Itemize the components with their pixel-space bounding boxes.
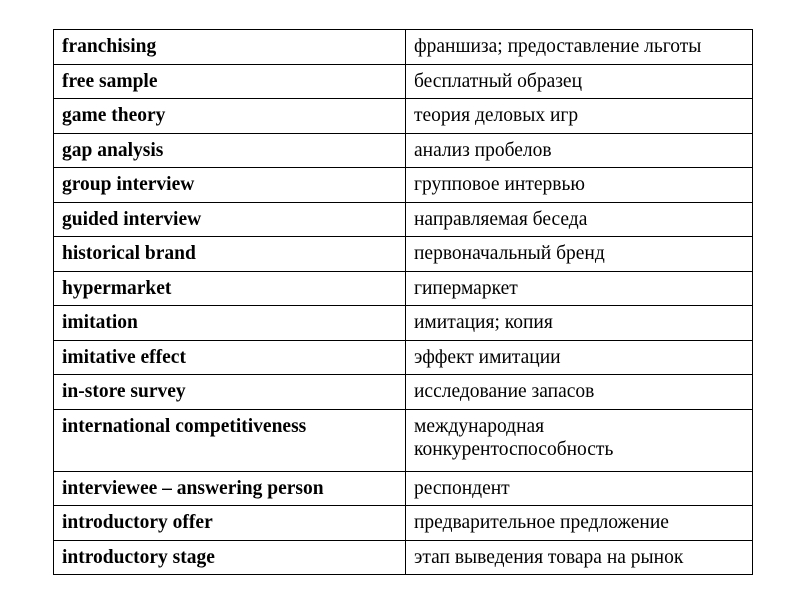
- term-cell: game theory: [54, 99, 406, 134]
- glossary-table-body: [54, 30, 753, 575]
- translation-cell: анализ пробелов: [406, 133, 753, 168]
- term-cell: free sample: [54, 64, 406, 99]
- term-cell: introductory offer: [54, 506, 406, 541]
- term-cell: hypermarket: [54, 271, 406, 306]
- term-cell: imitative effect: [54, 340, 406, 375]
- table-row: [54, 168, 753, 203]
- term-cell: historical brand: [54, 237, 406, 272]
- translation-cell: франшиза; предоставление льготы: [406, 30, 753, 65]
- translation-cell: респондент: [406, 471, 753, 506]
- table-row: [54, 409, 753, 471]
- table-row: [54, 64, 753, 99]
- translation-cell: имитация; копия: [406, 306, 753, 341]
- term-cell: gap analysis: [54, 133, 406, 168]
- table-row: [54, 506, 753, 541]
- term-cell: in-store survey: [54, 375, 406, 410]
- translation-cell: направляемая беседа: [406, 202, 753, 237]
- term-cell: international competitiveness: [54, 409, 406, 471]
- table-row: [54, 340, 753, 375]
- table-row: [54, 99, 753, 134]
- translation-cell: групповое интервью: [406, 168, 753, 203]
- term-cell: imitation: [54, 306, 406, 341]
- table-row: [54, 237, 753, 272]
- table-row: [54, 202, 753, 237]
- translation-cell: первоначальный бренд: [406, 237, 753, 272]
- table-row: [54, 133, 753, 168]
- table-row: [54, 540, 753, 575]
- translation-cell: международная конкурентоспособность: [406, 409, 753, 471]
- term-cell: group interview: [54, 168, 406, 203]
- table-row: [54, 30, 753, 65]
- translation-cell: бесплатный образец: [406, 64, 753, 99]
- glossary-table: [53, 29, 753, 575]
- table-row: [54, 306, 753, 341]
- translation-cell: эффект имитации: [406, 340, 753, 375]
- translation-cell: гипермаркет: [406, 271, 753, 306]
- term-cell: interviewee – answering person: [54, 471, 406, 506]
- term-cell: franchising: [54, 30, 406, 65]
- translation-cell: предварительное предложение: [406, 506, 753, 541]
- table-row: [54, 271, 753, 306]
- table-row: [54, 471, 753, 506]
- table-row: [54, 375, 753, 410]
- translation-cell: этап выведения товара на рынок: [406, 540, 753, 575]
- translation-cell: исследование запасов: [406, 375, 753, 410]
- term-cell: introductory stage: [54, 540, 406, 575]
- translation-cell: теория деловых игр: [406, 99, 753, 134]
- term-cell: guided interview: [54, 202, 406, 237]
